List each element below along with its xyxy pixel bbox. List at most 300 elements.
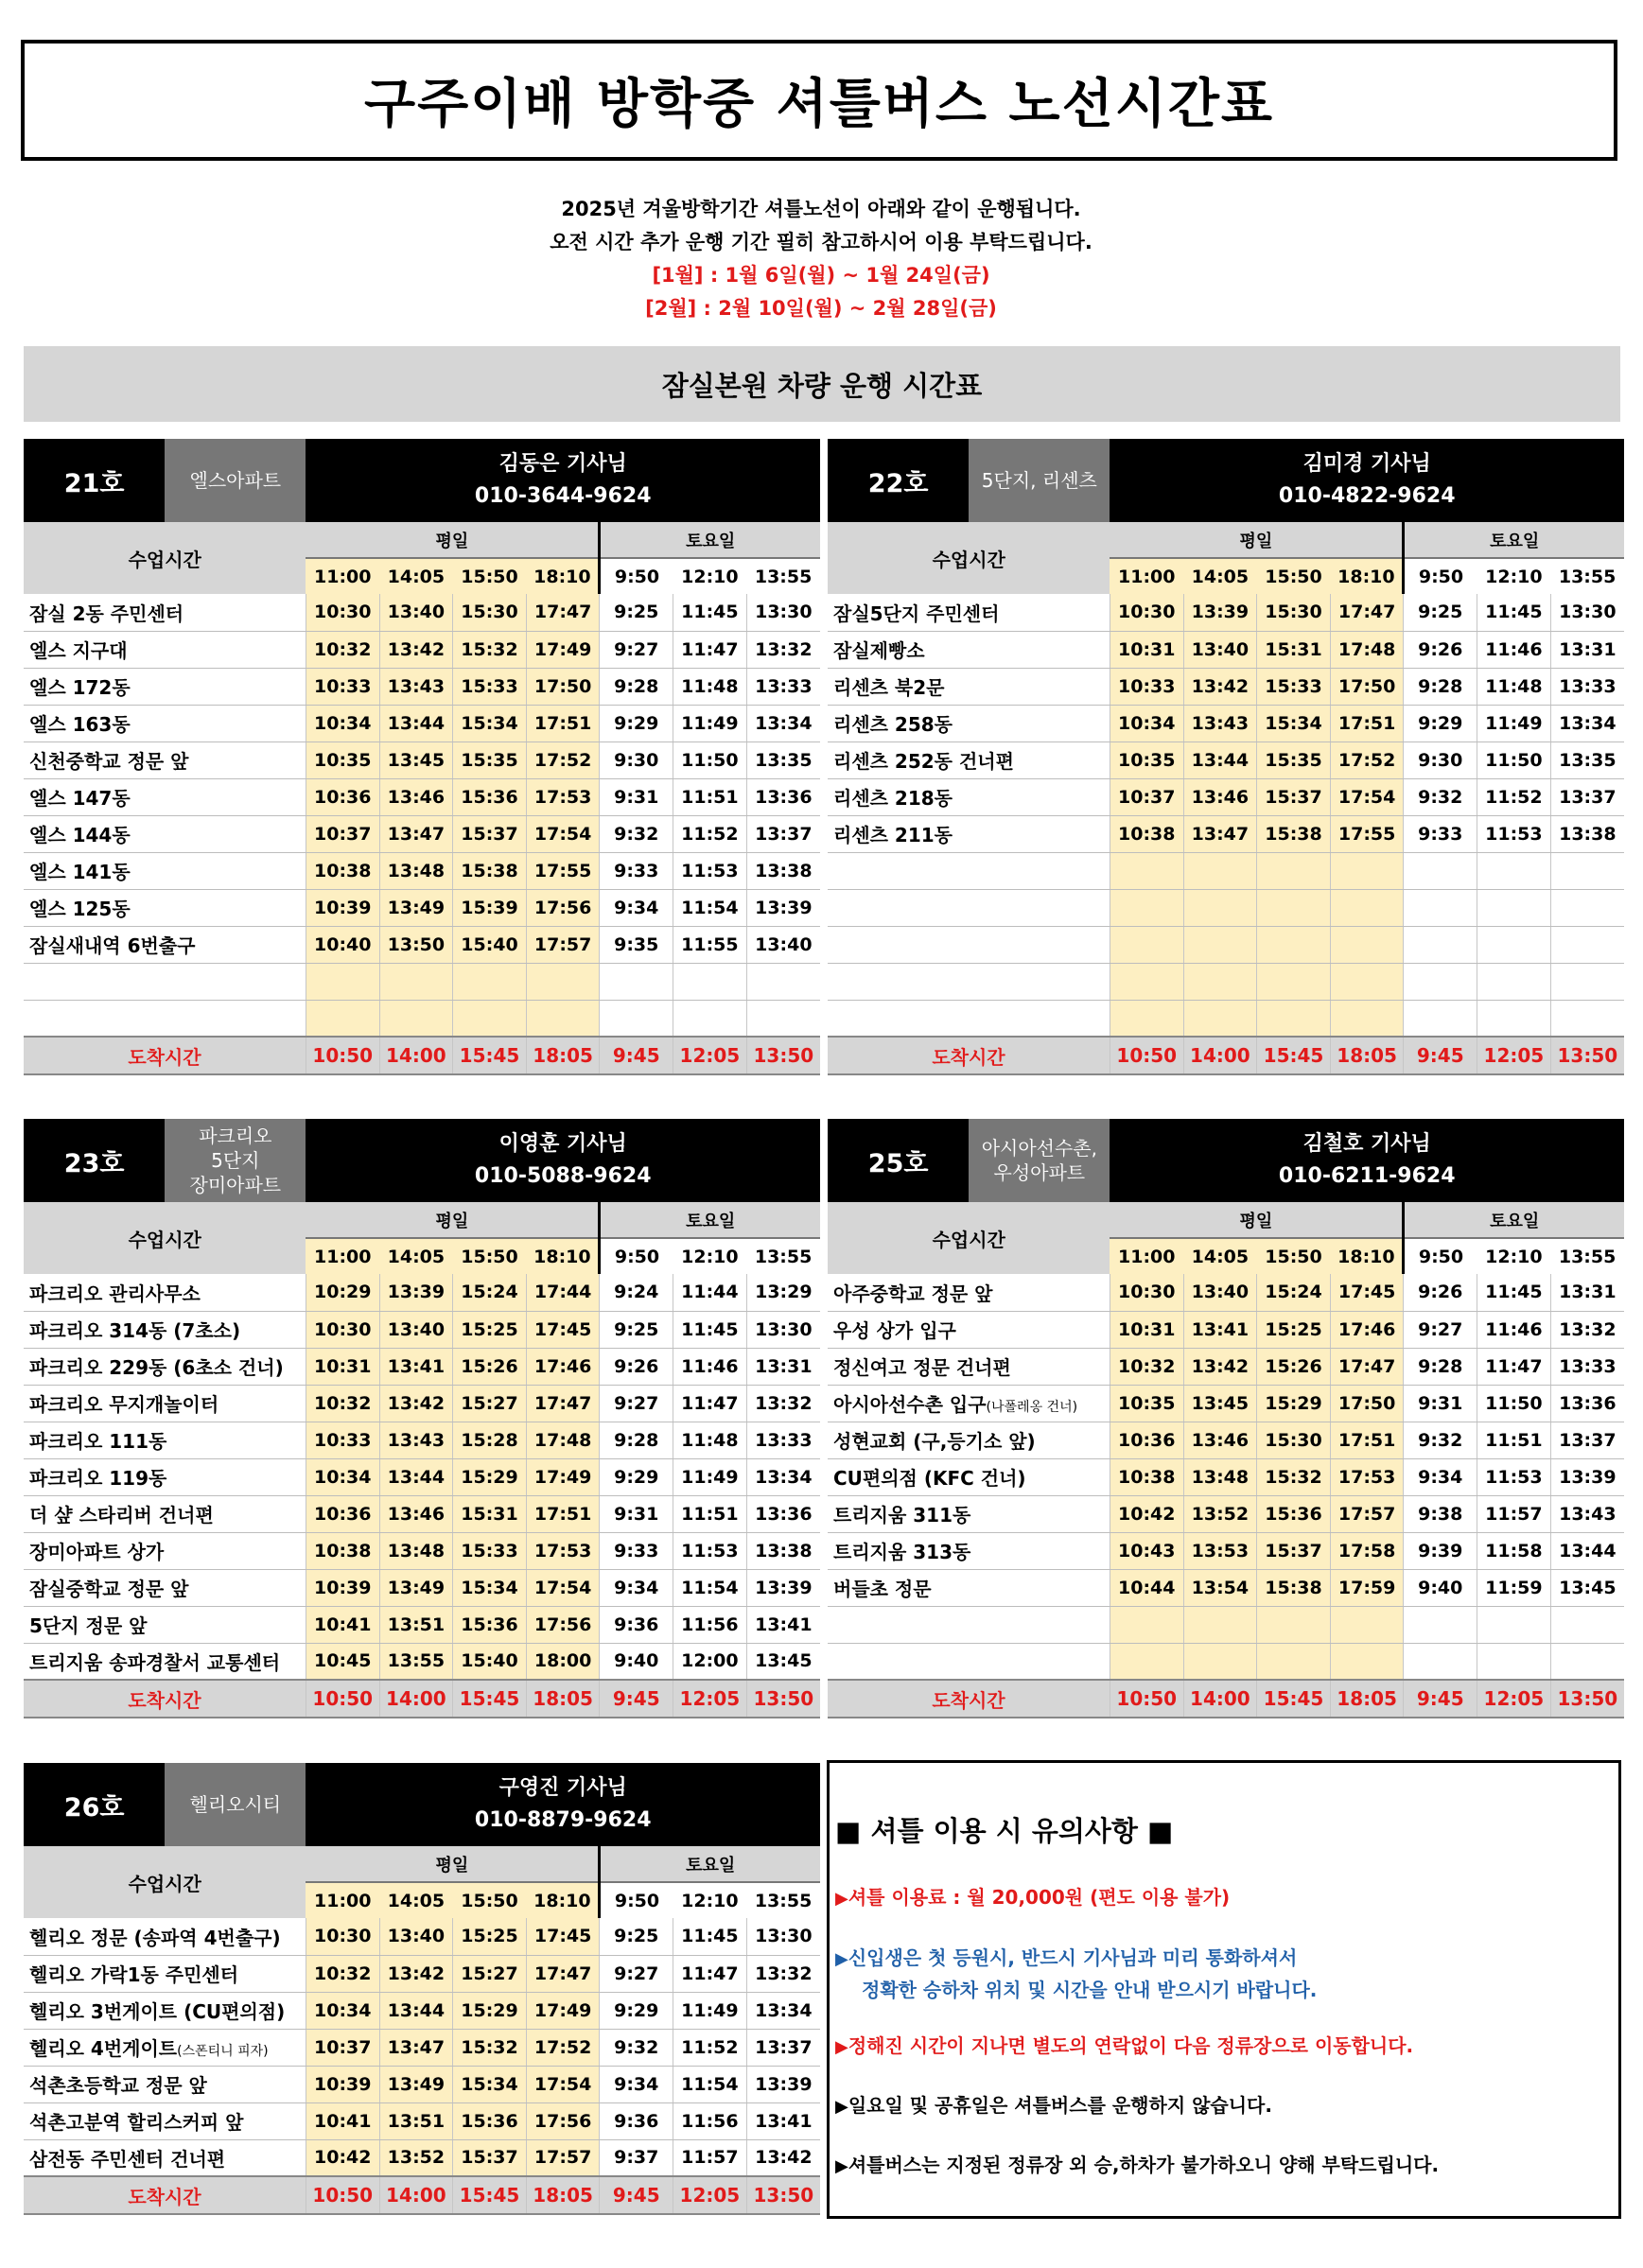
stop-time: 13:33 xyxy=(1550,668,1624,705)
saturday-class-time: 9:50 xyxy=(600,1238,673,1274)
stop-time: 15:39 xyxy=(453,889,527,926)
arrival-time: 15:45 xyxy=(453,2176,527,2214)
stop-name: 엘스 125동 xyxy=(24,889,306,926)
stop-time: 10:33 xyxy=(306,668,379,705)
stop-time: 9:40 xyxy=(1404,1569,1477,1606)
stop-time: 15:30 xyxy=(453,594,527,631)
weekday-class-time: 18:10 xyxy=(526,558,600,594)
stop-name-note: (스폰티니 피자) xyxy=(177,2044,269,2059)
stop-time: 10:37 xyxy=(1110,778,1183,815)
stop-name: 엘스 163동 xyxy=(24,705,306,741)
stop-time: 17:47 xyxy=(526,1385,600,1422)
arrival-time: 13:50 xyxy=(746,2176,820,2214)
stop-time: 17:57 xyxy=(526,2139,600,2176)
stop-time: 13:38 xyxy=(1550,815,1624,852)
stop-time: 12:00 xyxy=(673,1643,747,1680)
stop-time: 11:53 xyxy=(1477,815,1551,852)
weekday-class-time: 15:50 xyxy=(453,1238,527,1274)
stop-time: 15:40 xyxy=(453,926,527,963)
stop-time: 13:39 xyxy=(746,889,820,926)
driver-phone[interactable]: 010-4822-9624 xyxy=(1278,484,1456,508)
notice-block xyxy=(21,193,1621,325)
stop-time xyxy=(1257,963,1331,1000)
stop-time: 11:49 xyxy=(673,705,747,741)
stop-time: 11:45 xyxy=(1477,594,1551,631)
driver-name: 이영훈 기사님 xyxy=(498,1132,627,1156)
stop-time: 9:24 xyxy=(600,1274,673,1311)
stop-time: 17:58 xyxy=(1330,1532,1404,1569)
stop-time: 9:28 xyxy=(1404,668,1477,705)
stop-time: 13:45 xyxy=(379,741,453,778)
saturday-class-time: 13:55 xyxy=(746,558,820,594)
stop-name: 트리지움 311동 xyxy=(828,1495,1110,1532)
stop-time xyxy=(1110,963,1183,1000)
stop-time: 13:40 xyxy=(746,926,820,963)
stop-time: 17:54 xyxy=(1330,778,1404,815)
stop-name: 헬리오 정문 (송파역 4번출구) xyxy=(24,1918,306,1955)
stop-time: 15:33 xyxy=(1257,668,1331,705)
saturday-class-time: 13:55 xyxy=(746,1238,820,1274)
stop-time xyxy=(1257,1000,1331,1037)
weekday-class-time: 15:50 xyxy=(1257,558,1331,594)
stop-time: 17:56 xyxy=(526,889,600,926)
table-row xyxy=(24,1311,820,1348)
stop-name xyxy=(828,889,1110,926)
stop-time: 15:34 xyxy=(453,1569,527,1606)
stop-time: 13:37 xyxy=(1550,778,1624,815)
weekday-class-time: 14:05 xyxy=(379,558,453,594)
stop-time: 9:32 xyxy=(600,815,673,852)
stop-time: 9:25 xyxy=(600,594,673,631)
stop-time: 13:39 xyxy=(746,1569,820,1606)
table-row xyxy=(24,1348,820,1385)
stop-time: 10:36 xyxy=(1110,1422,1183,1458)
stop-time: 15:31 xyxy=(453,1495,527,1532)
stop-time: 13:32 xyxy=(746,1385,820,1422)
stop-time: 15:26 xyxy=(1257,1348,1331,1385)
stop-time: 11:59 xyxy=(1477,1569,1551,1606)
table-row xyxy=(24,1422,820,1458)
stop-time: 11:51 xyxy=(673,1495,747,1532)
stop-time xyxy=(1550,1000,1624,1037)
stop-time: 13:44 xyxy=(379,1458,453,1495)
stop-name: 잠실5단지 주민센터 xyxy=(828,594,1110,631)
stop-time: 17:44 xyxy=(526,1274,600,1311)
driver-name: 김철호 기사님 xyxy=(1302,1132,1431,1156)
stop-time: 17:47 xyxy=(1330,1348,1404,1385)
stop-time xyxy=(1550,1606,1624,1643)
stop-time xyxy=(526,963,600,1000)
arrival-row xyxy=(24,2176,820,2214)
stop-time: 9:29 xyxy=(600,705,673,741)
stop-time xyxy=(1183,1000,1257,1037)
stop-time: 9:25 xyxy=(1404,594,1477,631)
stop-time: 10:30 xyxy=(306,594,379,631)
stop-time: 13:49 xyxy=(379,1569,453,1606)
stop-name: 리센츠 211동 xyxy=(828,815,1110,852)
weekday-class-time: 15:50 xyxy=(1257,1238,1331,1274)
stop-time: 9:33 xyxy=(1404,815,1477,852)
stop-time: 11:51 xyxy=(673,778,747,815)
saturday-label: 토요일 xyxy=(600,522,820,558)
section-title: 잠실본원 차량 운행 시간표 xyxy=(24,346,1620,422)
arrival-time: 14:00 xyxy=(1183,1680,1257,1718)
stop-time xyxy=(1330,1000,1404,1037)
stop-time: 15:37 xyxy=(1257,778,1331,815)
stop-time xyxy=(1330,963,1404,1000)
stop-time: 13:49 xyxy=(379,2066,453,2102)
stop-time: 13:33 xyxy=(1550,1348,1624,1385)
stop-time: 13:31 xyxy=(1550,631,1624,668)
stop-time xyxy=(1110,1643,1183,1680)
stop-time: 13:55 xyxy=(379,1643,453,1680)
arrival-time: 9:45 xyxy=(600,1680,673,1718)
stop-time: 17:53 xyxy=(1330,1458,1404,1495)
route-area-line: 우성아파트 xyxy=(993,1161,1086,1184)
stop-time: 17:52 xyxy=(526,2029,600,2066)
stop-time: 10:38 xyxy=(306,852,379,889)
stop-time: 10:29 xyxy=(306,1274,379,1311)
stop-time: 17:52 xyxy=(1330,741,1404,778)
stop-time: 15:29 xyxy=(453,1992,527,2029)
stop-time: 11:45 xyxy=(673,594,747,631)
stop-time: 11:51 xyxy=(1477,1422,1551,1458)
stop-name: 버들초 정문 xyxy=(828,1569,1110,1606)
stop-time xyxy=(1550,852,1624,889)
stop-time: 10:41 xyxy=(306,1606,379,1643)
stop-time: 13:42 xyxy=(379,631,453,668)
driver-phone[interactable]: 010-3644-9624 xyxy=(474,484,652,508)
route-number: 22호 xyxy=(828,439,969,522)
table-row xyxy=(828,1274,1624,1311)
driver-phone[interactable]: 010-8879-9624 xyxy=(474,1808,652,1832)
stop-time xyxy=(1330,926,1404,963)
stop-time: 10:36 xyxy=(306,778,379,815)
stop-time: 10:30 xyxy=(306,1918,379,1955)
stop-time xyxy=(1257,926,1331,963)
stop-time: 11:45 xyxy=(673,1311,747,1348)
stop-time xyxy=(1477,852,1551,889)
stop-time: 13:44 xyxy=(1183,741,1257,778)
stop-time: 13:31 xyxy=(1550,1274,1624,1311)
stop-time: 11:49 xyxy=(1477,705,1551,741)
stop-time: 9:30 xyxy=(1404,741,1477,778)
stop-time: 10:38 xyxy=(306,1532,379,1569)
stop-time: 9:27 xyxy=(600,1385,673,1422)
stop-time: 17:54 xyxy=(526,2066,600,2102)
driver-info xyxy=(1110,1119,1624,1202)
notice-period-february: [2월] : 2월 10일(월) ~ 2월 28일(금) xyxy=(645,297,997,320)
table-row xyxy=(24,1606,820,1643)
stop-time: 13:42 xyxy=(746,2139,820,2176)
stop-time: 11:52 xyxy=(673,815,747,852)
stop-time: 11:45 xyxy=(1477,1274,1551,1311)
stop-time: 15:37 xyxy=(453,2139,527,2176)
stop-time: 15:38 xyxy=(453,852,527,889)
stop-name: 리센츠 252동 건너편 xyxy=(828,741,1110,778)
table-row xyxy=(24,2066,820,2102)
stop-time: 15:25 xyxy=(1257,1311,1331,1348)
stop-time: 13:44 xyxy=(379,1992,453,2029)
stop-name xyxy=(828,963,1110,1000)
stop-time: 13:42 xyxy=(379,1955,453,1992)
stop-time: 17:56 xyxy=(526,1606,600,1643)
saturday-label: 토요일 xyxy=(1404,522,1624,558)
stop-time: 11:47 xyxy=(673,1385,747,1422)
stop-time: 10:32 xyxy=(1110,1348,1183,1385)
stop-time: 13:34 xyxy=(1550,705,1624,741)
stop-name: 더 샾 스타리버 건너편 xyxy=(24,1495,306,1532)
class-time-label: 수업시간 xyxy=(828,1202,1110,1274)
table-row xyxy=(828,1385,1624,1422)
stop-time xyxy=(673,1000,747,1037)
table-row xyxy=(24,778,820,815)
stop-time: 17:45 xyxy=(526,1311,600,1348)
stop-time: 9:35 xyxy=(600,926,673,963)
stop-time: 11:53 xyxy=(673,852,747,889)
stop-time: 13:39 xyxy=(379,1274,453,1311)
stop-name: 파크리오 229동 (6초소 건너) xyxy=(24,1348,306,1385)
stop-time: 11:47 xyxy=(673,1955,747,1992)
stop-time xyxy=(1183,852,1257,889)
stop-time xyxy=(600,1000,673,1037)
stop-time: 13:47 xyxy=(1183,815,1257,852)
saturday-class-time: 12:10 xyxy=(673,1238,747,1274)
stop-time: 15:29 xyxy=(453,1458,527,1495)
arrival-time: 13:50 xyxy=(746,1680,820,1718)
stop-time: 17:59 xyxy=(1330,1569,1404,1606)
stop-time xyxy=(1183,963,1257,1000)
stop-time: 15:36 xyxy=(1257,1495,1331,1532)
stop-time: 17:57 xyxy=(526,926,600,963)
stop-time: 17:49 xyxy=(526,1992,600,2029)
stop-time: 15:26 xyxy=(453,1348,527,1385)
stop-time: 13:45 xyxy=(1550,1569,1624,1606)
stop-time xyxy=(1404,963,1477,1000)
weekday-class-time: 11:00 xyxy=(306,1238,379,1274)
table-row xyxy=(24,631,820,668)
stop-time: 10:30 xyxy=(1110,594,1183,631)
weekday-label: 평일 xyxy=(306,1202,600,1238)
arrival-time: 15:45 xyxy=(1257,1680,1331,1718)
stop-name: 석촌고분역 할리스커피 앞 xyxy=(24,2102,306,2139)
stop-time: 17:49 xyxy=(526,631,600,668)
stop-time: 13:45 xyxy=(1183,1385,1257,1422)
stop-time: 15:36 xyxy=(453,2102,527,2139)
stop-time: 15:31 xyxy=(1257,631,1331,668)
stop-time: 13:51 xyxy=(379,1606,453,1643)
stop-time: 13:36 xyxy=(746,778,820,815)
table-row xyxy=(24,1955,820,1992)
saturday-class-time: 9:50 xyxy=(1404,558,1477,594)
table-row xyxy=(828,1606,1624,1643)
stop-name: 트리지움 송파경찰서 교통센터 xyxy=(24,1643,306,1680)
driver-info xyxy=(306,1119,820,1202)
saturday-class-time: 12:10 xyxy=(1477,558,1551,594)
stop-time xyxy=(1183,1606,1257,1643)
stop-name: 트리지움 313동 xyxy=(828,1532,1110,1569)
route-area xyxy=(969,1119,1110,1202)
stop-time: 11:54 xyxy=(673,889,747,926)
saturday-label: 토요일 xyxy=(600,1202,820,1238)
route-table-23 xyxy=(24,1119,820,1718)
stop-time: 10:36 xyxy=(306,1495,379,1532)
stop-time: 17:51 xyxy=(1330,705,1404,741)
route-area xyxy=(165,439,306,522)
arrival-time: 18:05 xyxy=(526,1680,600,1718)
stop-time xyxy=(1477,926,1551,963)
stop-time: 13:41 xyxy=(746,2102,820,2139)
table-row xyxy=(24,1918,820,1955)
stop-time xyxy=(1477,1606,1551,1643)
stop-time: 9:33 xyxy=(600,852,673,889)
stop-time: 13:37 xyxy=(746,2029,820,2066)
notes-box xyxy=(827,1760,1621,2219)
stop-time: 10:39 xyxy=(306,889,379,926)
table-row xyxy=(24,1569,820,1606)
stop-time: 9:38 xyxy=(1404,1495,1477,1532)
stop-time: 10:31 xyxy=(1110,631,1183,668)
stop-time: 11:53 xyxy=(673,1532,747,1569)
table-row xyxy=(828,963,1624,1000)
stop-name: 정신여고 정문 건너편 xyxy=(828,1348,1110,1385)
stop-time: 17:50 xyxy=(1330,1385,1404,1422)
stop-time: 11:47 xyxy=(1477,1348,1551,1385)
stop-time: 13:46 xyxy=(1183,778,1257,815)
driver-name: 김미경 기사님 xyxy=(1302,452,1431,476)
stop-time xyxy=(1404,889,1477,926)
driver-info xyxy=(1110,439,1624,522)
table-row xyxy=(828,926,1624,963)
stop-time: 10:34 xyxy=(306,1458,379,1495)
stop-time: 10:41 xyxy=(306,2102,379,2139)
stop-time: 9:34 xyxy=(600,889,673,926)
stop-time: 11:48 xyxy=(673,1422,747,1458)
stop-name xyxy=(828,926,1110,963)
stop-time: 13:48 xyxy=(379,1532,453,1569)
stop-time: 10:35 xyxy=(1110,1385,1183,1422)
saturday-label: 토요일 xyxy=(600,1846,820,1882)
stop-time: 11:48 xyxy=(1477,668,1551,705)
stop-time: 13:33 xyxy=(746,668,820,705)
stop-time: 10:42 xyxy=(306,2139,379,2176)
table-row xyxy=(24,1992,820,2029)
stop-time: 15:32 xyxy=(1257,1458,1331,1495)
stop-time: 11:56 xyxy=(673,1606,747,1643)
table-row xyxy=(24,594,820,631)
stop-time: 10:32 xyxy=(306,1955,379,1992)
saturday-class-time: 12:10 xyxy=(673,1882,747,1918)
stop-time: 13:29 xyxy=(746,1274,820,1311)
stop-time xyxy=(379,963,453,1000)
table-row xyxy=(24,2139,820,2176)
stop-time: 15:24 xyxy=(1257,1274,1331,1311)
stop-time: 13:30 xyxy=(746,1918,820,1955)
route-area xyxy=(165,1119,306,1202)
stop-time: 10:40 xyxy=(306,926,379,963)
stop-time: 9:31 xyxy=(600,1495,673,1532)
route-table-21 xyxy=(24,439,820,1075)
stop-time: 15:37 xyxy=(1257,1532,1331,1569)
stop-name: 석촌초등학교 정문 앞 xyxy=(24,2066,306,2102)
route-number: 21호 xyxy=(24,439,165,522)
stop-time: 9:27 xyxy=(600,631,673,668)
stop-name xyxy=(828,1000,1110,1037)
stop-time: 9:29 xyxy=(600,1458,673,1495)
stop-time: 11:47 xyxy=(673,631,747,668)
stop-time xyxy=(453,1000,527,1037)
stop-time: 9:36 xyxy=(600,1606,673,1643)
stop-time: 9:40 xyxy=(600,1643,673,1680)
class-time-label: 수업시간 xyxy=(24,1846,306,1918)
table-row xyxy=(24,668,820,705)
table-row xyxy=(828,1348,1624,1385)
stop-time: 15:36 xyxy=(453,778,527,815)
stop-time xyxy=(1110,1606,1183,1643)
route-table-26 xyxy=(24,1763,820,2215)
stop-time xyxy=(1550,889,1624,926)
saturday-class-time: 13:55 xyxy=(746,1882,820,1918)
stop-time xyxy=(1257,1606,1331,1643)
stop-time: 13:43 xyxy=(1550,1495,1624,1532)
stop-time: 13:35 xyxy=(746,741,820,778)
stop-time: 10:33 xyxy=(1110,668,1183,705)
driver-name: 구영진 기사님 xyxy=(498,1776,627,1800)
arrival-row xyxy=(24,1680,820,1718)
arrival-time: 10:50 xyxy=(1110,1037,1183,1074)
stop-name: 헬리오 3번게이트 (CU편의점) xyxy=(24,1992,306,2029)
weekday-class-time: 14:05 xyxy=(379,1882,453,1918)
stop-time: 13:45 xyxy=(746,1643,820,1680)
saturday-class-time: 13:55 xyxy=(1550,558,1624,594)
stop-time xyxy=(746,1000,820,1037)
stop-time: 15:35 xyxy=(453,741,527,778)
stop-time: 17:48 xyxy=(526,1422,600,1458)
stop-time: 15:33 xyxy=(453,1532,527,1569)
saturday-class-time: 12:10 xyxy=(673,558,747,594)
stop-time: 13:46 xyxy=(1183,1422,1257,1458)
class-time-label: 수업시간 xyxy=(24,1202,306,1274)
table-row xyxy=(24,1000,820,1037)
stop-time: 9:36 xyxy=(600,2102,673,2139)
class-time-label: 수업시간 xyxy=(24,522,306,594)
stop-time: 15:25 xyxy=(453,1311,527,1348)
table-row xyxy=(24,852,820,889)
stop-time: 13:43 xyxy=(379,668,453,705)
stop-time: 13:44 xyxy=(379,705,453,741)
route-area-line: 5단지 xyxy=(211,1149,260,1172)
table-row xyxy=(828,889,1624,926)
stop-time: 10:31 xyxy=(306,1348,379,1385)
arrival-row xyxy=(828,1680,1624,1718)
arrival-time: 12:05 xyxy=(1477,1680,1551,1718)
driver-phone[interactable]: 010-6211-9624 xyxy=(1278,1164,1456,1188)
arrival-label: 도착시간 xyxy=(828,1037,1110,1074)
stop-time: 11:46 xyxy=(1477,1311,1551,1348)
stop-name: 우성 상가 입구 xyxy=(828,1311,1110,1348)
stop-time: 11:50 xyxy=(1477,741,1551,778)
stop-time: 11:57 xyxy=(1477,1495,1551,1532)
stop-time: 13:47 xyxy=(379,815,453,852)
weekday-class-time: 11:00 xyxy=(306,558,379,594)
stop-time xyxy=(1550,926,1624,963)
note-boarding: ▶셔틀버스는 지정된 정류장 외 승,하차가 불가하오니 양해 부탁드립니다. xyxy=(835,2154,1440,2176)
stop-time: 10:43 xyxy=(1110,1532,1183,1569)
stop-time: 17:57 xyxy=(1330,1495,1404,1532)
stop-time: 17:50 xyxy=(526,668,600,705)
stop-time: 13:40 xyxy=(1183,1274,1257,1311)
driver-phone[interactable]: 010-5088-9624 xyxy=(474,1164,652,1188)
